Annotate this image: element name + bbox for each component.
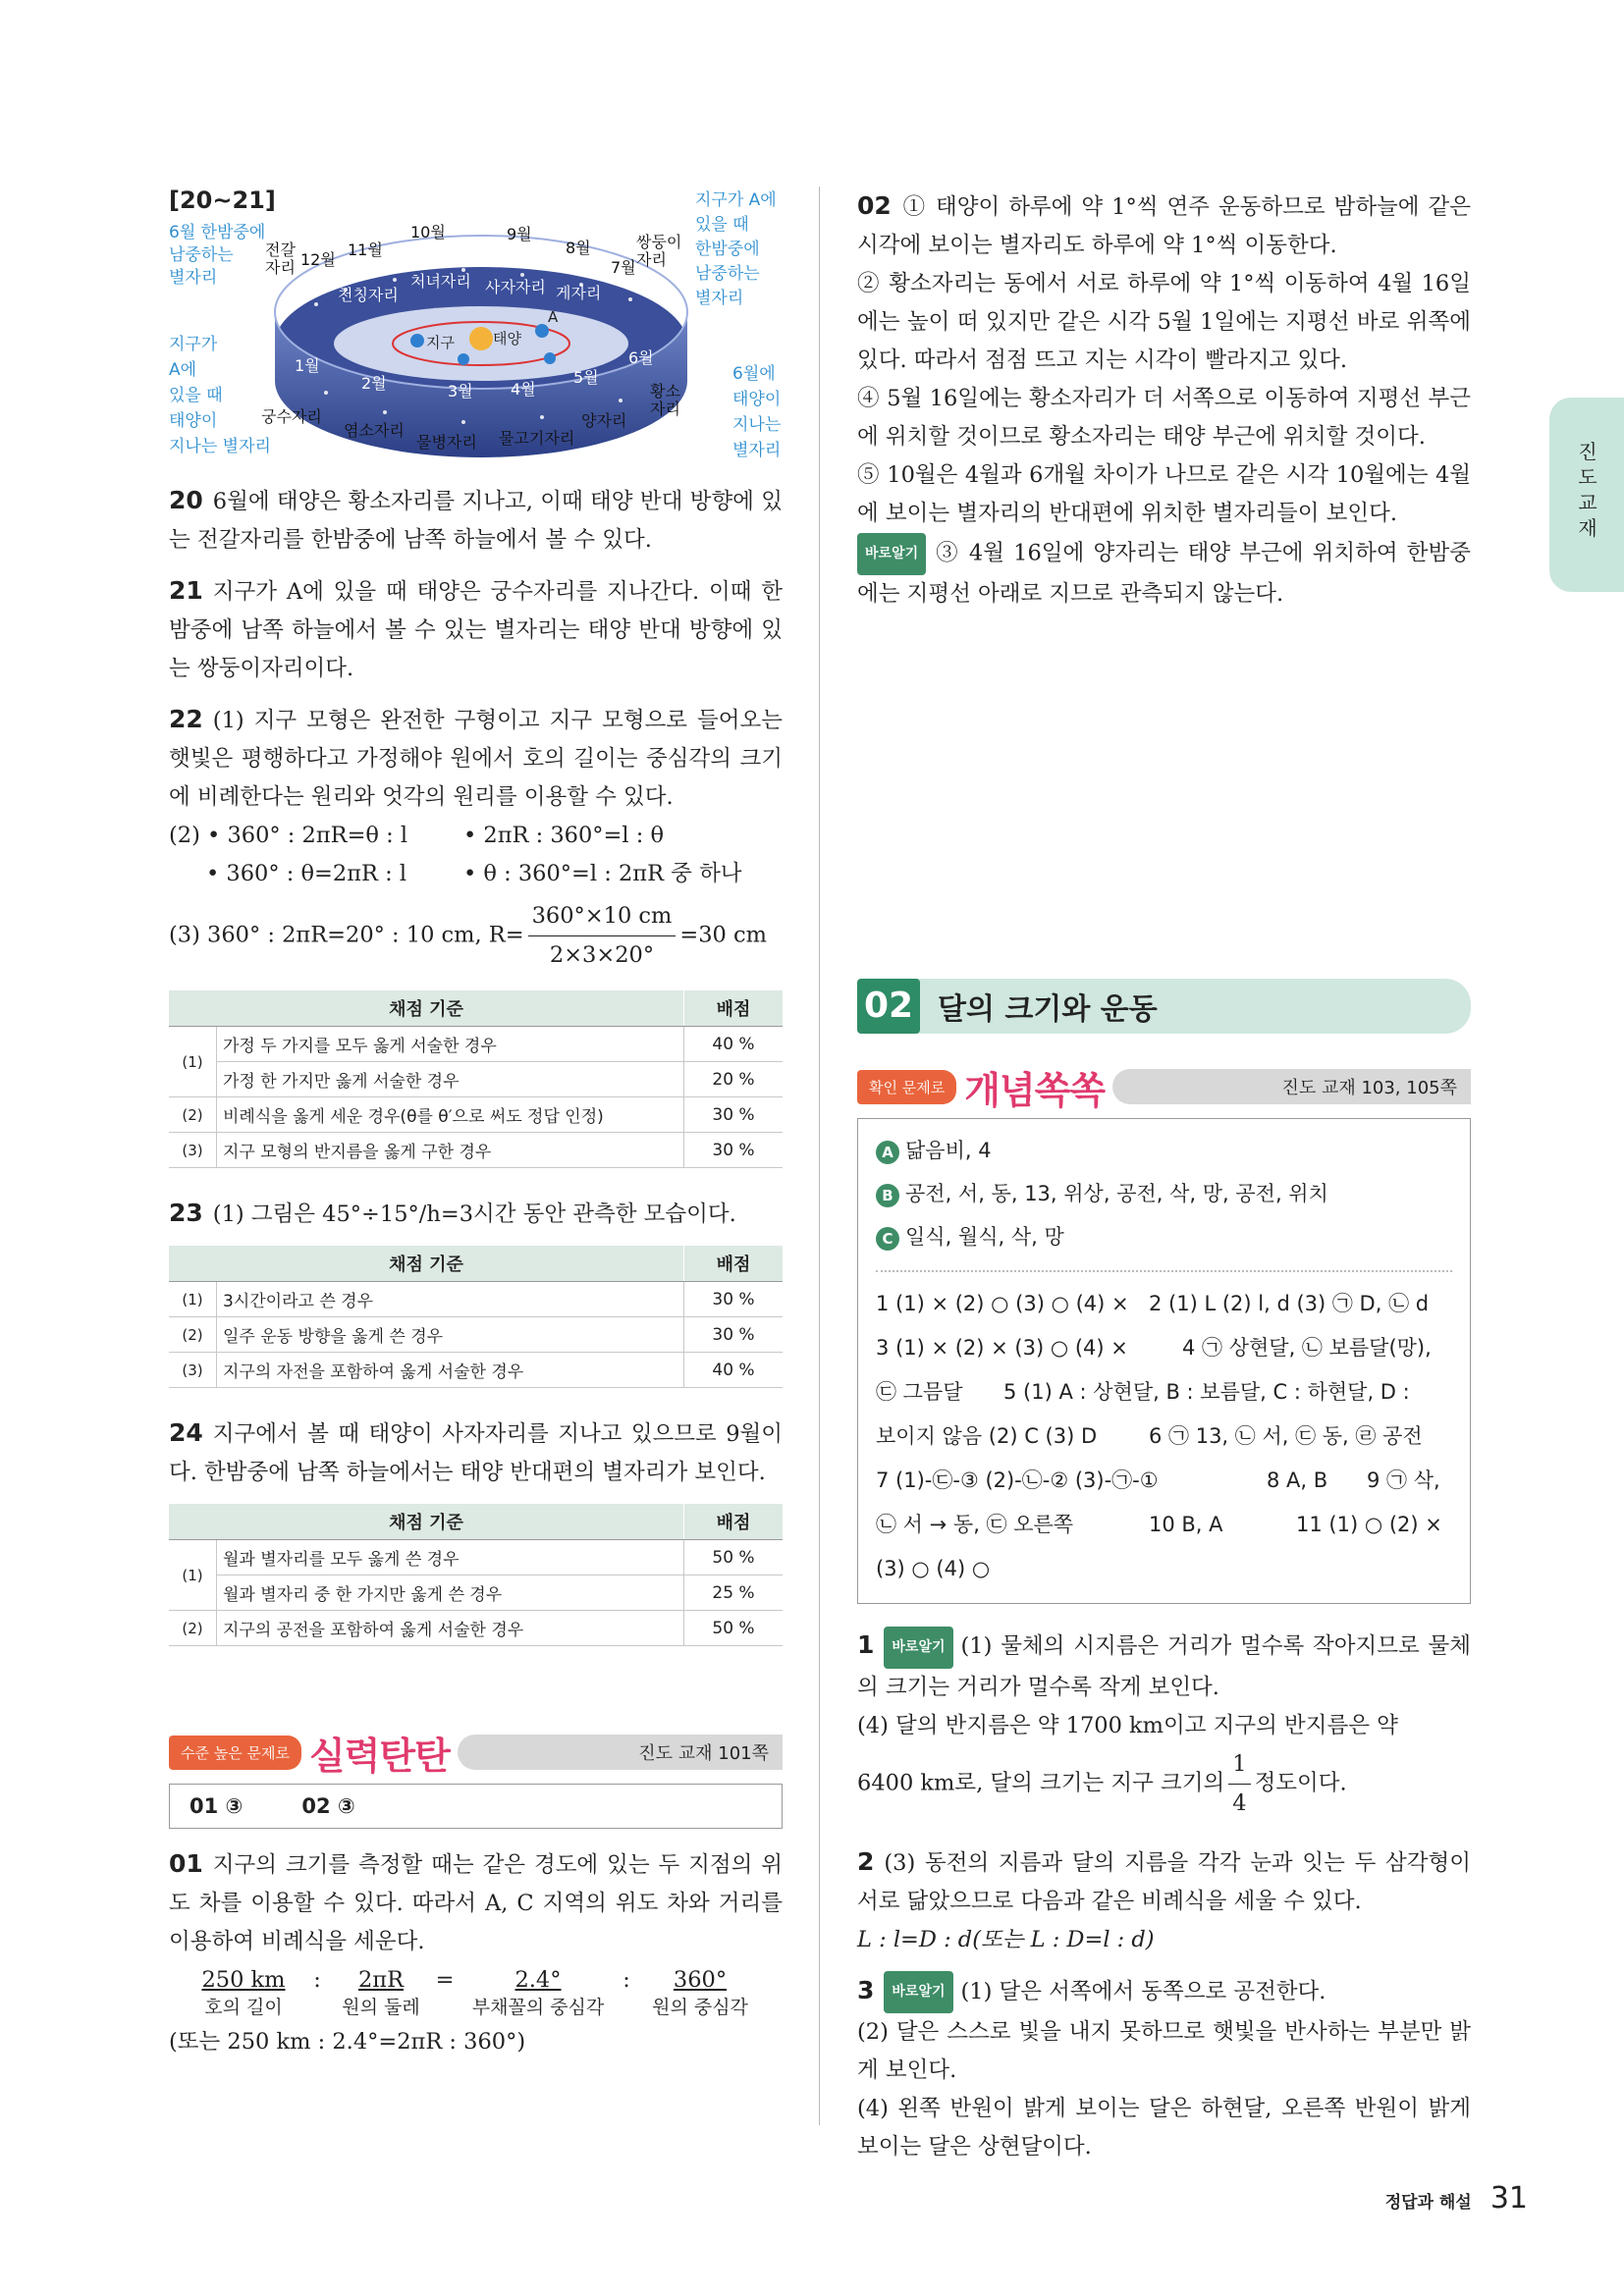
left-column bbox=[169, 187, 783, 2061]
answer-22-3: (3) 360° : 2πR=20° : 10 cm, R= $\frac{360^\circ\times 10 cm}{2\times 3\times 20^\circ}$ =30 cm bbox=[169, 897, 783, 975]
answer-line: 7 (1)-㉢-③ (2)-㉡-② (3)-㉠-① 8 A, B 9 ㉠ 삭, bbox=[876, 1468, 1440, 1492]
answer-21: 21 지구가 A에 있을 때 태양은 궁수자리를 지나간다. 이때 한밤중에 남쪽 하늘에서 볼 수 있는 별자리는 태양 반대 방향에 있는 쌍둥이자리이다. bbox=[169, 576, 783, 681]
answer-2: 2 (3) 동전의 지름과 달의 지름을 각각 눈과 잇는 두 삼각형이 서로 닮았으므로 다음과 같은 비례식을 세울 수 있다. bbox=[857, 1846, 1471, 1914]
page-number: 31 bbox=[1489, 2181, 1528, 2216]
score-table-24: 채점 기준 배점 (1) 월과 별자리를 모두 옳게 쓴 경우 50 % 월과 별자리 중 한 가지만 옳게 쓴 경우 25 % (2) 지구의 공전을 포함하여 옳게 서술한 경우 50 % bbox=[169, 1504, 783, 1646]
score-table-23: 채점 기준 배점 (1) 3시간이라고 쓴 경우 30 % (2) 일주 운동 방향을 옳게 쓴 경우 30 % (3) 지구의 자전을 포함하여 옳게 서술한 경우 40 % bbox=[169, 1246, 783, 1388]
answer-24: 24 지구에서 볼 때 태양이 사자자리를 지나고 있으므로 9월이다. 한밤중에 남쪽 하늘에서는 태양 반대편의 별자리가 보인다. bbox=[169, 1418, 783, 1485]
gaenyeom-ref: 진도 교재 103, 105쪽 bbox=[1112, 1069, 1471, 1104]
dotted-divider bbox=[876, 1270, 1452, 1272]
gaenyeom-box bbox=[857, 1118, 1471, 1604]
answer-line: (3) ○ (4) ○ bbox=[876, 1557, 991, 1580]
answer-22: 22 (1) 지구 모형은 완전한 구형이고 지구 모형으로 들어오는 햇빛은 평행하다고 가정해야 원에서 호의 길이는 중심각의 크기에 비례한다는 원리와 엇각의 원리를 이용할 수 있다. bbox=[169, 705, 783, 810]
section-title: 달의 크기와 운동 bbox=[938, 992, 1158, 1027]
silryeok-answers: 01 ③ 02 ③ bbox=[169, 1784, 783, 1829]
section-header bbox=[857, 979, 1471, 1034]
fraction: $\frac{1}{4}$ bbox=[1228, 1745, 1250, 1823]
answer-02-3: 바로알기 ③ 4월 16일에 양자리는 태양 부근에 위치하여 한밤중에는 지평선 아래로 지므로 관측되지 않는다. bbox=[857, 533, 1471, 614]
fraction: $\frac{360^\circ\times 10 cm}{2\times 3\times 20^\circ}$ bbox=[528, 897, 677, 975]
answer-23: 23 (1) 그림은 45°÷15°/h=3시간 동안 관측한 모습이다. bbox=[169, 1199, 736, 1227]
zodiac-figure: [20~21] 6월 한밤중에 남중하는 별자리 지구가 A에 있을 때 태양이 지나는 별자리 지구가 A에 있을 때 한밤중에 남중하는 별자리 6월에 태양이 지나는 별자리 전갈 자리 12월 11월 10월 9월 8월 7월 쌍둥이 자리 천칭자리 처녀자리 사자자리 게자리 1월 2월 3월 4월 5월 6월 궁수자리 염소자리 물병자리 물고기자리 양자리 황소 자리 지구 태양 A bbox=[169, 187, 783, 473]
answer-02-2: ② 황소자리는 동에서 서로 하루에 약 1°씩 이동하여 4월 16일에는 높이 떠 있지만 같은 시각 5월 1일에는 지평선 바로 위쪽에 있다. 따라서 점점 뜨고 지는 시각이 빨라지고 있다. bbox=[857, 271, 1471, 373]
column-divider bbox=[819, 187, 820, 2125]
sun-icon bbox=[469, 327, 493, 350]
gaenyeom-header bbox=[857, 1063, 1471, 1110]
answer-1-4: (4) 달의 반지름은 약 1700 km이고 지구의 반지름은 약 bbox=[857, 1712, 1398, 1738]
answer-3: 3 바로알기 (1) 달은 서쪽에서 동쪽으로 공전한다. bbox=[857, 1971, 1471, 2014]
ratio-alt: (또는 250 km : 2.4°=2πR : 360°) bbox=[169, 2029, 526, 2055]
answer-01: 01 지구의 크기를 측정할 때는 같은 경도에 있는 두 지점의 위도 차를 이용할 수 있다. 따라서 A, C 지역의 위도 차와 거리를 이용하여 비례식을 세운다. bbox=[169, 1849, 783, 1954]
page-footer bbox=[1385, 2181, 1528, 2216]
side-tab-label: 진도 교재 bbox=[1578, 440, 1597, 540]
silryeok-header bbox=[169, 1729, 783, 1776]
note-left-top: 6월 한밤중에 남중하는 별자리 bbox=[169, 223, 266, 288]
answer-1: 1 바로알기 (1) 물체의 시지름은 거리가 멀수록 작아지므로 물체의 크기는 거리가 멀수록 작게 보인다. bbox=[857, 1626, 1471, 1707]
answer-grid bbox=[876, 1282, 1452, 1591]
answer-02: 02 ① 태양이 하루에 약 1°씩 연주 운동하므로 밤하늘에 같은 시각에 보이는 별자리도 하루에 약 1°씩 이동한다. bbox=[857, 191, 1471, 258]
answer-line: 보이지 않음 (2) C (3) D 6 ㉠ 13, ㉡ 서, ㉢ 동, ㉣ 공전 bbox=[876, 1424, 1423, 1448]
concept-a: A 닮음비, 4 bbox=[876, 1129, 1452, 1172]
barogi-badge: 바로알기 bbox=[884, 1971, 952, 2013]
answer-02-5: ⑤ 10월은 4월과 6개월 차이가 나므로 같은 시각 10월에는 4월에 보이는 별자리의 반대편에 위치한 별자리들이 보인다. bbox=[857, 462, 1471, 526]
silryeok-title: 실력탄탄 bbox=[308, 1734, 450, 1778]
answer-line: 1 (1) × (2) ○ (3) ○ (4) × 2 (1) L (2) l, d (3) ㉠ D, ㉡ d bbox=[876, 1292, 1430, 1315]
answer-22-2a: (2) • 360° : 2πR=θ : l • 2πR : 360°=l : θ bbox=[169, 823, 665, 848]
note-left-bottom: 지구가 A에 있을 때 태양이 지나는 별자리 bbox=[169, 335, 271, 456]
ratio-expression: 250 km 호의 길이 : 2πR 원의 둘레 = 2.4° 부채꼴의 중심각 : 360° 원의 중심각 bbox=[201, 1967, 748, 2018]
concept-b: B 공전, 서, 동, 13, 위상, 공전, 삭, 망, 공전, 위치 bbox=[876, 1172, 1452, 1215]
answer-22-2b: • 360° : θ=2πR : l • θ : 360°=l : 2πR 중 하나 bbox=[206, 861, 742, 886]
score-table-22: 채점 기준 배점 (1) 가정 두 가지를 모두 옳게 서술한 경우 40 % 가정 한 가지만 옳게 서술한 경우 20 % (2) 비례식을 옳게 세운 경우(θ를 θ′으로 써도 정답 인정) 30 % (3) 지구 모형의 반지름을 옳게 구한 경우 30 % bbox=[169, 990, 783, 1168]
answer-line: ㉢ 그믐달 5 (1) A : 상현달, B : 보름달, C : 하현달, D : bbox=[876, 1380, 1410, 1404]
right-column bbox=[857, 187, 1471, 2178]
figure-header: [20~21] bbox=[169, 187, 276, 214]
silryeok-ref: 진도 교재 101쪽 bbox=[458, 1735, 783, 1770]
answer-line: 3 (1) × (2) × (3) ○ (4) × 4 ㉠ 상현달, ㉡ 보름달(망), bbox=[876, 1336, 1432, 1360]
footer-label: 정답과 해설 bbox=[1384, 2193, 1472, 2213]
barogi-badge: 바로알기 bbox=[857, 533, 926, 575]
level-tag: 수준 높은 문제로 bbox=[169, 1735, 301, 1770]
note-right-top: 지구가 A에 있을 때 한밤중에 남중하는 별자리 bbox=[695, 190, 777, 308]
note-right-bottom: 6월에 태양이 지나는 별자리 bbox=[732, 364, 782, 460]
answer-3-4: (4) 왼쪽 반원이 밝게 보이는 달은 하현달, 오른쪽 반원이 밝게 보이는 달은 상현달이다. bbox=[857, 2096, 1471, 2160]
concept-c: C 일식, 월식, 삭, 망 bbox=[876, 1215, 1452, 1258]
answer-2-eq: L : l=D : d(또는 L : D=l : d) bbox=[857, 1926, 1155, 1952]
answer-1-4b: 6400 km로, 달의 크기는 지구 크기의 $\frac{1}{4}$ 정도이다. bbox=[857, 1745, 1471, 1823]
gaenyeom-title: 개념쏙쏙 bbox=[964, 1068, 1106, 1112]
side-tab bbox=[1549, 398, 1624, 592]
answer-02-4: ④ 5월 16일에는 황소자리가 더 서쪽으로 이동하여 지평선 부근에 위치할 것이므로 황소자리는 태양 부근에 위치할 것이다. bbox=[857, 386, 1471, 450]
section-number: 02 bbox=[857, 979, 920, 1034]
check-tag: 확인 문제로 bbox=[857, 1070, 956, 1104]
barogi-badge: 바로알기 bbox=[884, 1627, 952, 1669]
answer-20: 20 6월에 태양은 황소자리를 지나고, 이때 태양 반대 방향에 있는 전갈자리를 한밤중에 남쪽 하늘에서 볼 수 있다. bbox=[169, 486, 783, 553]
answer-line: ㉡ 서 → 동, ㉢ 오른쪽 10 B, A 11 (1) ○ (2) × bbox=[876, 1513, 1442, 1536]
earth-icon bbox=[410, 334, 424, 347]
answer-3-2: (2) 달은 스스로 빛을 내지 못하므로 햇빛을 반사하는 부분만 밝게 보인다. bbox=[857, 2019, 1471, 2083]
